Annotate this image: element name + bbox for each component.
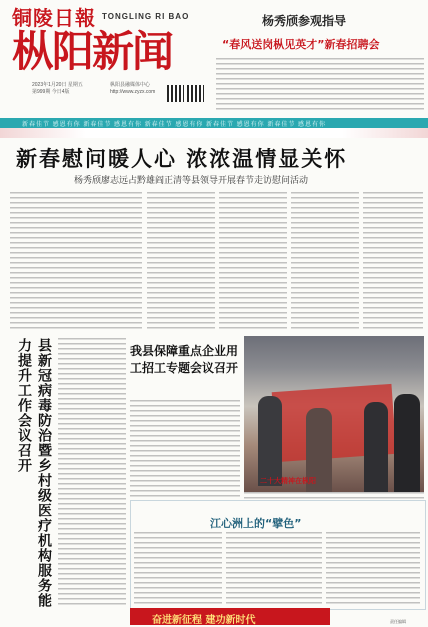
photo-caption: 二十大精神在枞阳 — [260, 477, 316, 485]
feature-body-col-2 — [226, 532, 322, 606]
ribbon-strip — [0, 118, 428, 128]
pub-org: 枞阳县融媒体中心 — [110, 82, 151, 88]
lead-body-col-5 — [363, 192, 423, 332]
footer-slogan-banner — [130, 608, 330, 625]
pub-info-2 — [110, 82, 170, 96]
feature-body-col-3 — [326, 532, 420, 606]
feature-title[interactable]: 江心洲上的“擘色” — [210, 517, 302, 530]
ribbon-text: 新春佳节 感恩有你 新春佳节 感恩有你 新春佳节 感恩有你 新春佳节 感恩有你 新春佳节 感恩有你 — [22, 122, 327, 128]
photo-person — [394, 394, 420, 492]
lead-subheadline: 杨秀颀廖志远占黔雄阎正清等县领导开展春节走访慰问活动 — [74, 176, 309, 186]
lead-headline[interactable]: 新春慰问暖人心 浓浓温情显关怀 — [16, 147, 348, 171]
middle-article-title[interactable]: 我县保障重点企业用工招工专题会议召开 — [130, 344, 239, 375]
lead-body-col-2 — [147, 192, 215, 332]
news-photo — [244, 336, 424, 492]
brand-pinyin: TONGLING RI BAO — [102, 12, 190, 21]
photo-person — [364, 402, 388, 492]
decorative-band — [0, 128, 428, 138]
article-text-top — [216, 58, 424, 113]
left-article-body — [58, 338, 126, 606]
lead-body-col-1 — [10, 192, 142, 332]
left-article-title[interactable]: 县新冠病毒防治暨乡村级医疗机构服务能力提升工作会议召开 — [16, 338, 52, 608]
qr-code-icon — [187, 85, 204, 102]
pub-issue: 第999期 今日4版 — [32, 89, 70, 95]
photo-caption-text — [244, 492, 424, 500]
top-subheadline[interactable]: “春风送岗枞见英才”新春招聘会 — [222, 38, 380, 51]
lead-body-col-3 — [219, 192, 287, 332]
photo-person — [258, 396, 282, 486]
pub-web[interactable]: http://www.zyzx.com — [110, 89, 156, 95]
brand-main-title: 枞阳新闻 — [12, 27, 173, 76]
lead-body-col-4 — [291, 192, 359, 332]
top-headline[interactable]: 杨秀颀参观指导 — [262, 14, 347, 28]
brand-top: 铜陵日報 — [12, 6, 96, 30]
feature-body-col-1 — [134, 532, 222, 606]
pub-date: 2023年1月20日 星期五 — [32, 82, 83, 88]
qr-code-icon — [167, 85, 184, 102]
middle-article-body — [130, 400, 240, 498]
editor-note: 责任编辑 — [390, 619, 406, 624]
footer-slogan-text: 奋进新征程 建功新时代 — [152, 615, 256, 626]
